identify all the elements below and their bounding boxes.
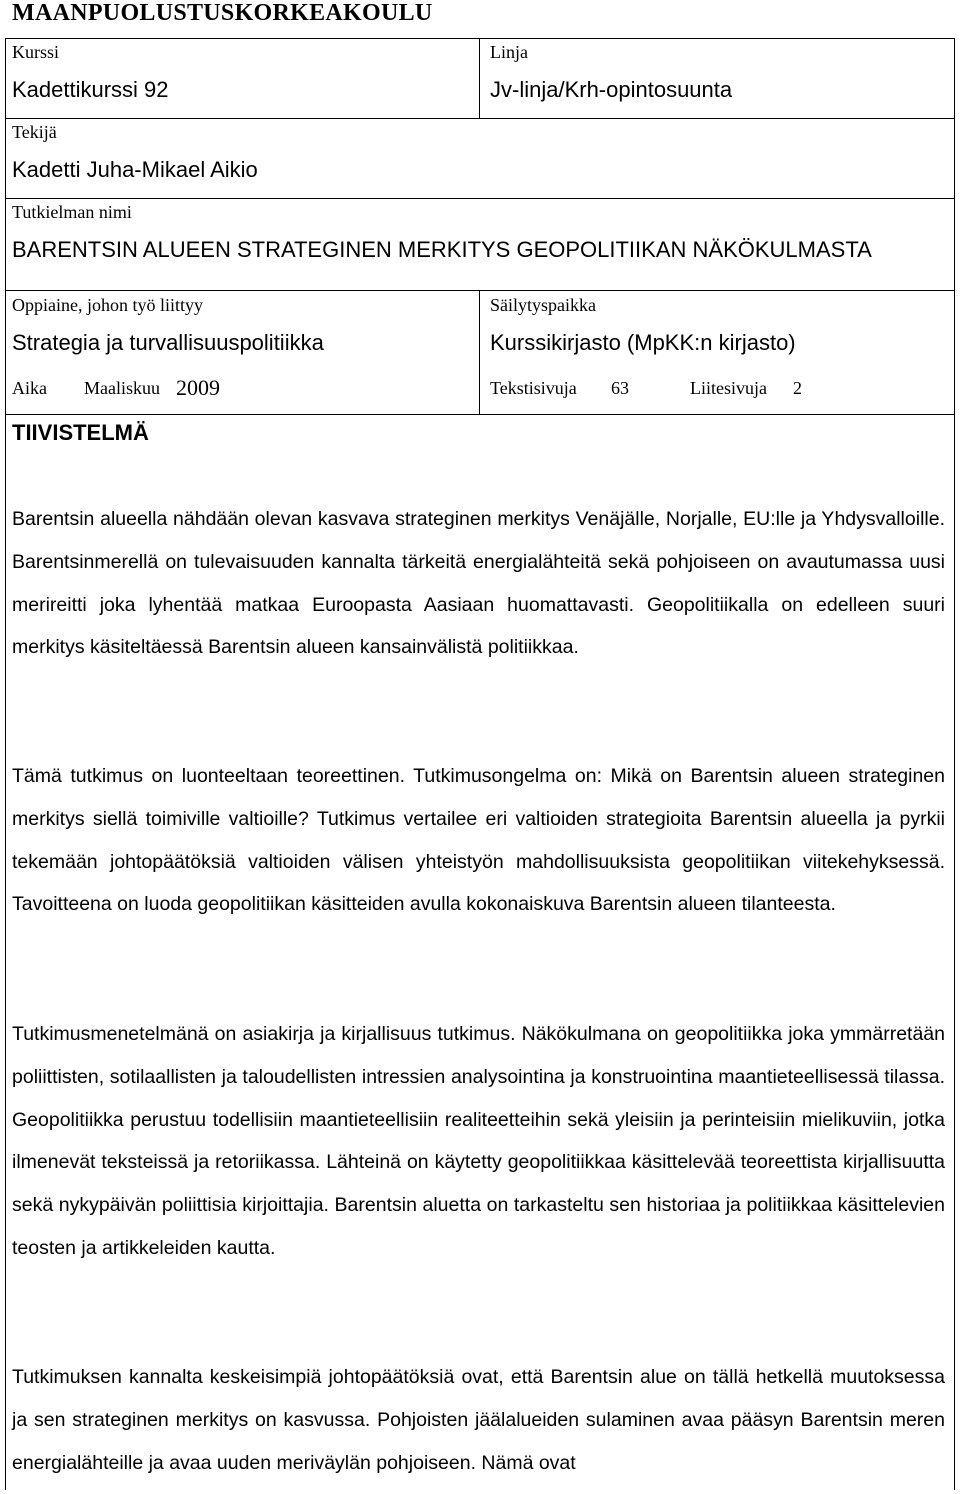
subject-value: Strategia ja turvallisuuspolitiikka (12, 330, 324, 355)
author-value: Kadetti Juha-Mikael Aikio (12, 157, 258, 182)
text-pages-value: 63 (611, 378, 629, 398)
institution-name: MAANPUOLUSTUSKORKEAKOULU (12, 0, 433, 26)
divider (5, 414, 955, 415)
appendix-pages-value: 2 (793, 378, 802, 398)
line-value: Jv-linja/Krh-opintosuunta (490, 77, 733, 102)
time-year: 2009 (176, 375, 220, 400)
subject-label: Oppiaine, johon työ liittyy (12, 295, 203, 315)
divider (5, 118, 955, 119)
abstract-heading: TIIVISTELMÄ (12, 420, 149, 445)
course-value: Kadettikurssi 92 (12, 77, 169, 102)
thesis-title-value: BARENTSIN ALUEEN STRATEGINEN MERKITYS GEOPOLITIIKAN NÄKÖKULMASTA (12, 237, 872, 262)
text-pages-label: Tekstisivuja (490, 378, 577, 398)
line-label: Linja (490, 42, 528, 62)
storage-value: Kurssikirjasto (MpKK:n kirjasto) (490, 330, 796, 355)
course-label: Kurssi (12, 42, 60, 62)
abstract-paragraph: Tutkimusmenetelmänä on asiakirja ja kirjallisuus tutkimus. Näkökulmana on geopolitiikka joka ymmärretään poliittisten, sotilaallisten ja taloudellisten intressien analysointina ja konstruointina maantieteellisessä tilassa. Geopolitiikka perustuu todellisiin maantieteellisiin realiteetteihin sekä yleisiin ja perinteisiin mielikuviin, jotka ilmenevät teksteissä ja retoriikassa. Lähteinä on käytetty geopolitiikkaa käsittelevää teoreettista kirjallisuutta sekä nykypäivän poliittisia kirjoittajia. Barentsin aluetta on tarkasteltu sen historiaa ja politiikkaa käsittelevien teosten ja artikkeleiden kautta. (12, 1023, 945, 1259)
appendix-pages-label: Liitesivuja (690, 378, 767, 398)
storage-label: Säilytyspaikka (490, 295, 596, 315)
divider (5, 198, 955, 199)
time-month: Maaliskuu (84, 378, 160, 398)
abstract-paragraph: Tutkimuksen kannalta keskeisimpiä johtopäätöksiä ovat, että Barentsin alue on tällä hetkellä muutoksessa ja sen strateginen merkitys on kasvussa. Pohjoisten jäälalueiden sulaminen avaa pääsyn Barentsin meren energialähteille ja avaa uuden meriväylän pohjoiseen. Nämä ovat (12, 1366, 945, 1474)
divider (479, 38, 480, 118)
abstract-paragraph: Tämä tutkimus on luonteeltaan teoreettinen. Tutkimusongelma on: Mikä on Barentsin alueen strateginen merkitys siellä toimiville valtioille? Tutkimus vertailee eri valtioiden strategioita Barentsin alueella ja pyrkii tekemään johtopäätöksiä valtioiden välisen yhteistyön mahdollisuuksista geopolitiikan viitekehyksessä. Tavoitteena on luoda geopolitiikan käsitteiden avulla kokonaiskuva Barentsin alueen tilanteesta. (12, 765, 945, 916)
divider (5, 290, 955, 291)
time-label: Aika (12, 378, 47, 398)
abstract-paragraph: Barentsin alueella nähdään olevan kasvava strateginen merkitys Venäjälle, Norjalle, EU:lle ja Yhdysvalloille. Barentsinmerellä on tulevaisuuden kannalta tärkeitä energialähteitä sekä pohjoiseen on avautumassa uusi merireitti joka lyhentää matkaa Euroopasta Aasiaan huomattavasti. Geopolitiikalla on edelleen suuri merkitys käsiteltäessä Barentsin alueen kansainvälistä politiikkaa. (12, 508, 945, 659)
thesis-title-label: Tutkielman nimi (12, 202, 132, 222)
author-label: Tekijä (12, 122, 57, 142)
divider (479, 290, 480, 414)
